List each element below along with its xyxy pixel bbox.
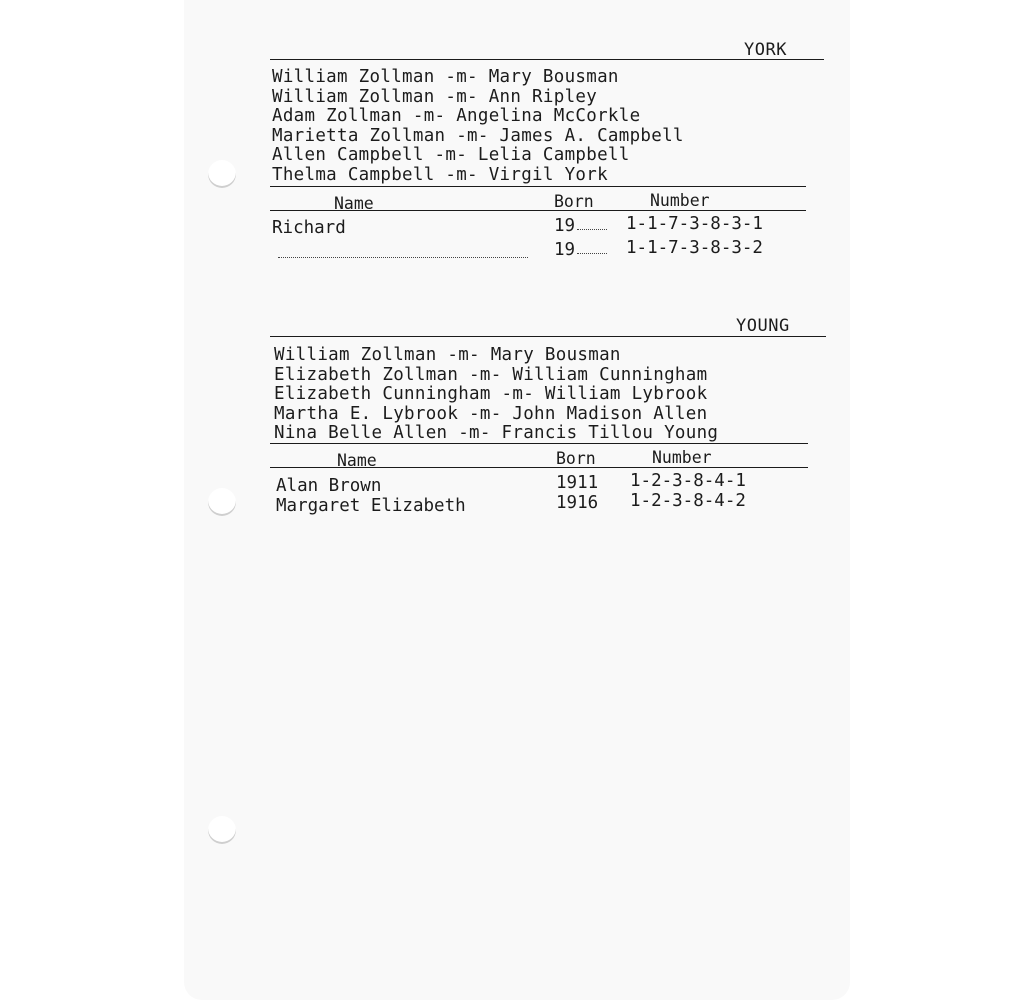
child-number: 1-1-7-3-8-3-1 [626,214,763,234]
lineage-line: Nina Belle Allen -m- Francis Tillou Young [274,423,719,444]
record-card [184,0,850,1000]
column-header-born: Born [554,192,594,211]
lineage-line: Elizabeth Zollman -m- William Cunningham [274,364,708,385]
lineage-line: William Zollman -m- Mary Bousman [272,67,619,87]
punch-hole-bottom [208,816,236,844]
child-name: Alan Brown [276,476,382,496]
child-born [554,216,607,236]
child-born [554,240,607,260]
child-number: 1-2-3-8-4-1 [630,471,746,491]
column-header-name: Name [334,194,374,213]
child-born-value: 19 [554,216,576,236]
surname-rule [270,59,824,60]
punch-hole-middle [208,488,236,516]
child-born-value: 19 [554,240,576,260]
column-header-number: Number [650,191,710,210]
child-born: 1916 [556,493,599,513]
column-header-name: Name [337,451,377,470]
punch-hole-top [208,160,236,188]
child-number: 1-2-3-8-4-2 [630,491,746,511]
lineage-line: William Zollman -m- Ann Ripley [272,86,598,107]
lineage-list [272,68,684,186]
header-rule [270,467,808,468]
child-name: Richard [272,218,346,238]
lineage-line: Allen Campbell -m- Lelia Campbell [272,145,630,166]
lineage-line: Marietta Zollman -m- James A. Campbell [272,125,684,146]
surname-rule [270,336,826,337]
column-header-number: Number [652,448,712,467]
section-surname: YORK [744,40,787,60]
column-header-born: Born [556,449,596,468]
lineage-rule [270,186,806,187]
header-rule [270,210,806,211]
born-blank-line [577,253,607,254]
lineage-line: William Zollman -m- Mary Bousman [274,345,621,365]
lineage-line: Martha E. Lybrook -m- John Madison Allen [274,403,708,424]
name-blank-line [278,257,528,258]
lineage-list [274,346,718,444]
lineage-rule [270,443,808,444]
born-blank-line [577,229,607,230]
lineage-line: Thelma Campbell -m- Virgil York [272,164,608,185]
lineage-line: Elizabeth Cunningham -m- William Lybrook [274,384,708,405]
child-number: 1-1-7-3-8-3-2 [626,238,763,258]
lineage-line: Adam Zollman -m- Angelina McCorkle [272,106,641,127]
section-surname: YOUNG [736,316,790,336]
child-born: 1911 [556,473,599,493]
child-name: Margaret Elizabeth [276,496,466,516]
